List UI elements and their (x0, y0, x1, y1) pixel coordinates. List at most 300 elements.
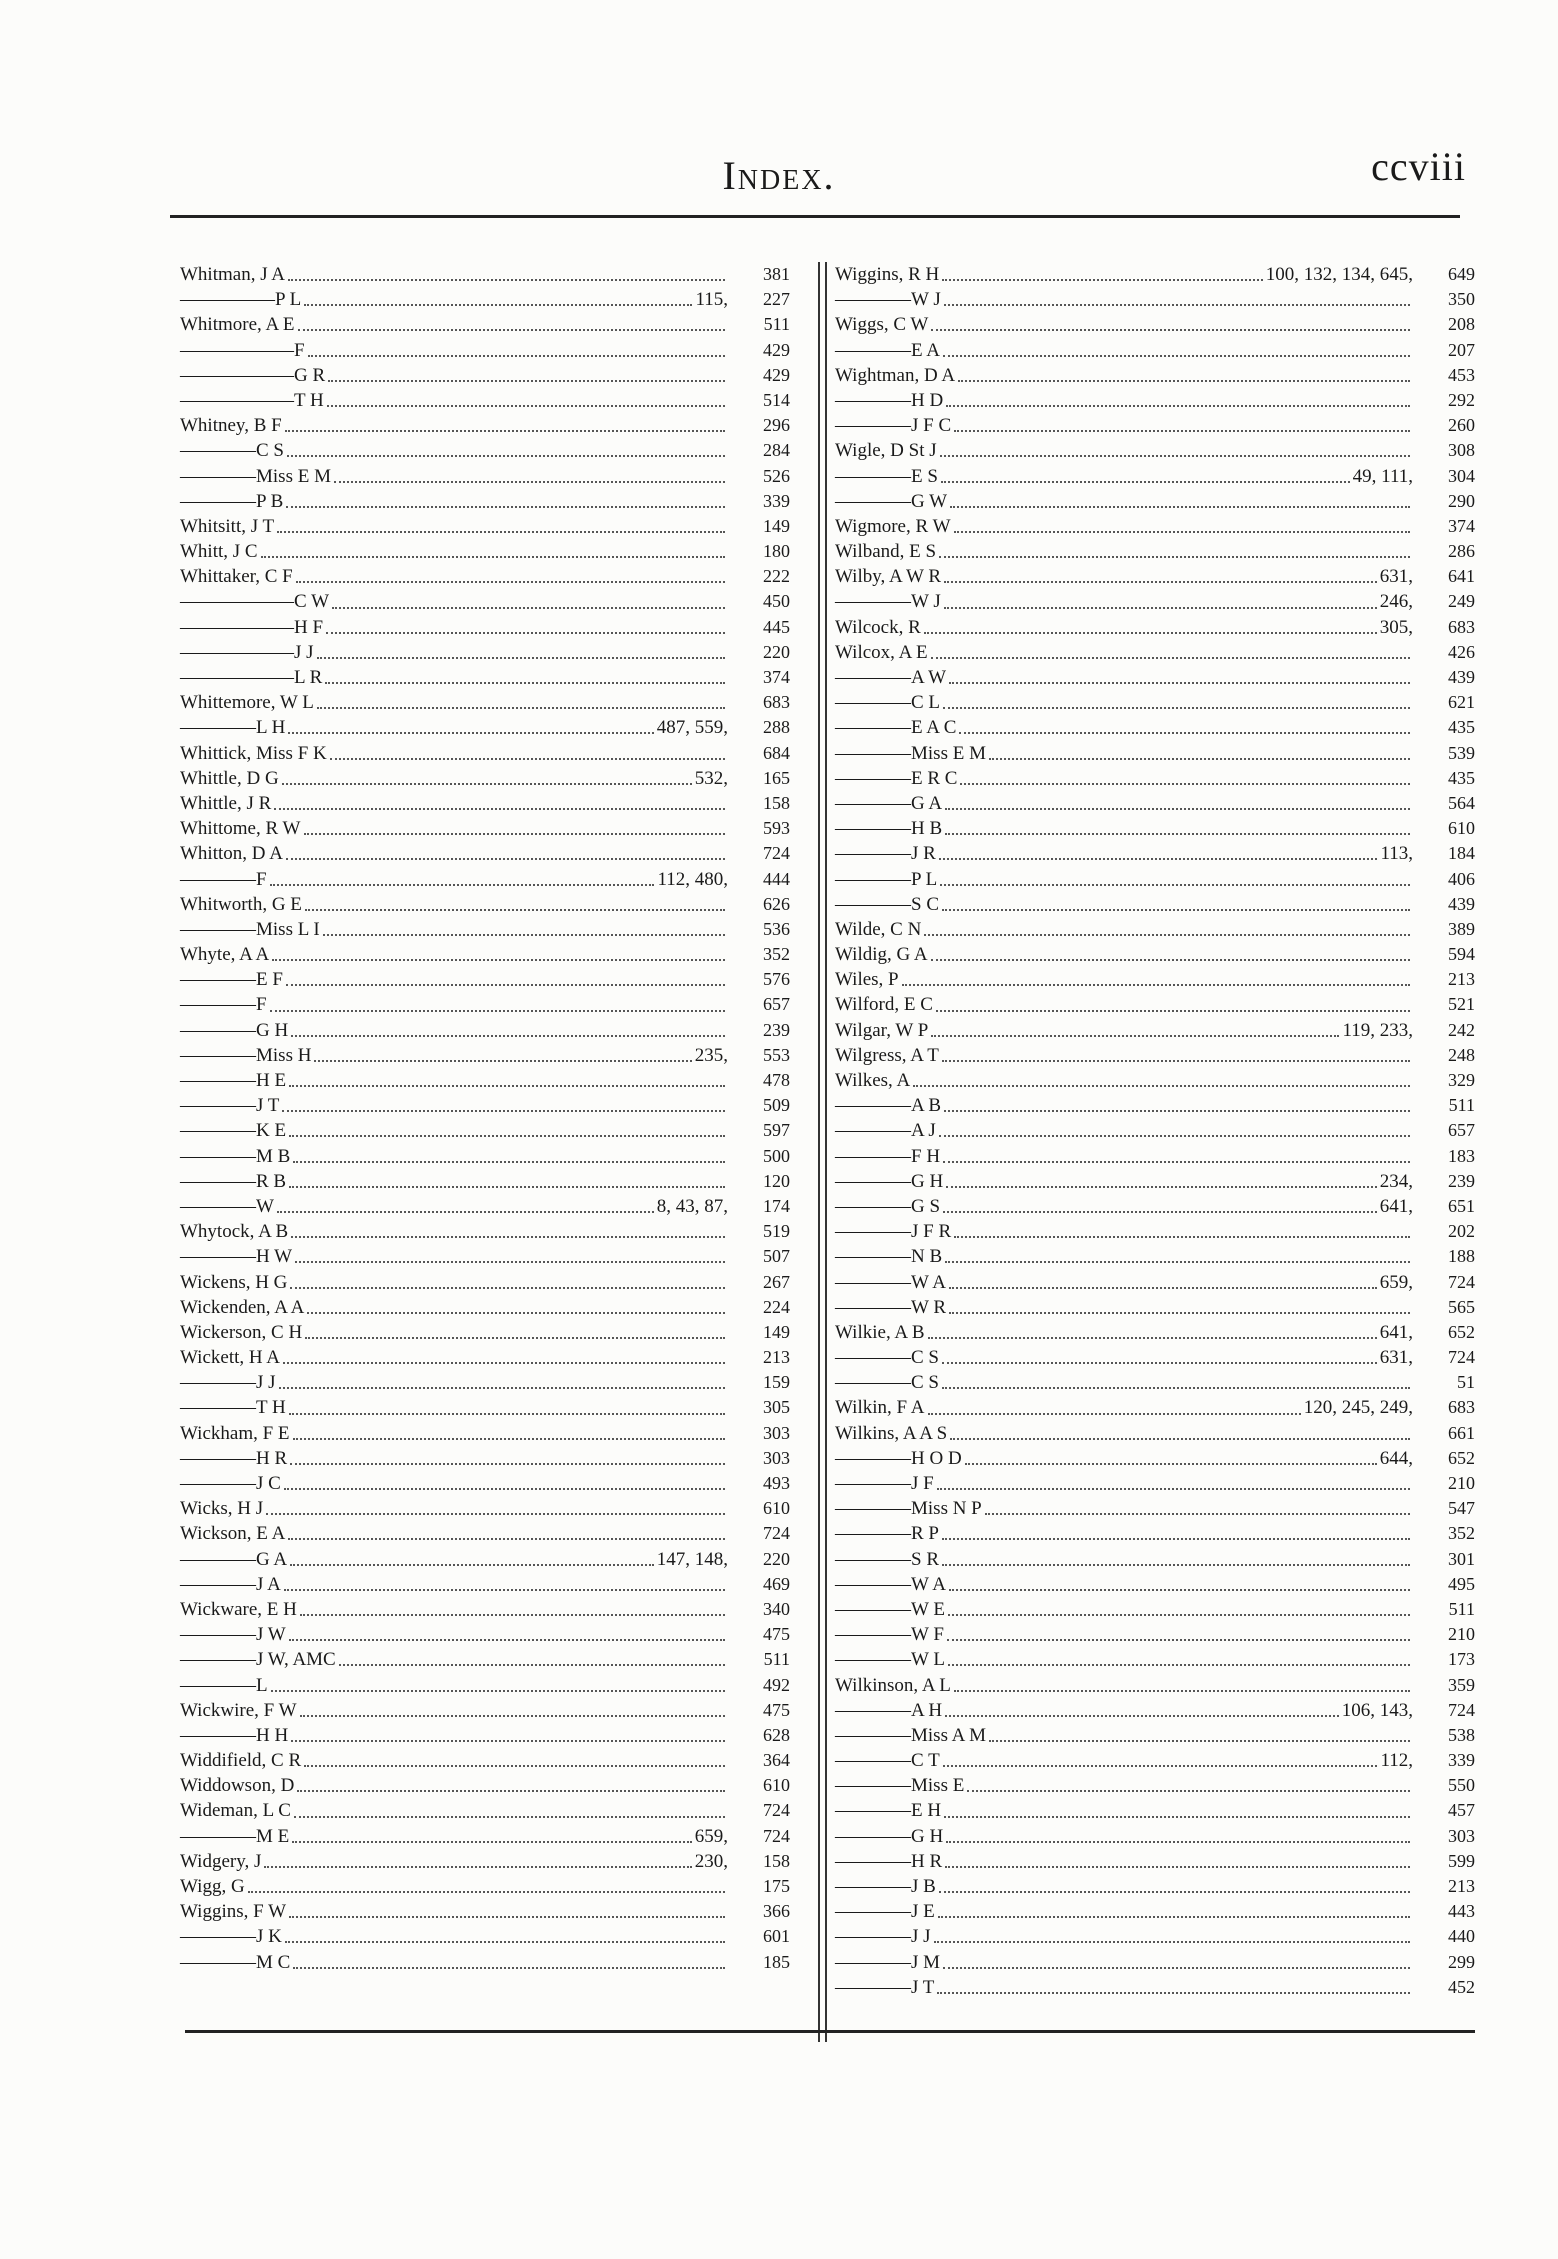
index-entry (835, 1622, 1475, 1647)
entry-name: ————E A C (835, 717, 957, 739)
index-entry (180, 1899, 790, 1924)
entry-name: ————G H (835, 1825, 944, 1847)
entry-page: 213 (1448, 1876, 1475, 1896)
dot-leader (328, 379, 725, 382)
entry-name: Widgery, J (180, 1850, 262, 1872)
index-entry (180, 741, 790, 766)
entry-name: Wilkie, A B (835, 1321, 925, 1343)
index-entry (835, 1924, 1475, 1949)
dot-leader (939, 1134, 1410, 1137)
entry-name: ————G A (835, 792, 943, 814)
entry-name: ————H W (180, 1246, 293, 1268)
index-entry (180, 917, 790, 942)
index-entry (180, 1118, 790, 1143)
entry-page: 514 (763, 389, 790, 410)
dot-leader (945, 1260, 1410, 1263)
index-entry (835, 1798, 1475, 1823)
dot-leader (317, 706, 725, 709)
entry-name: ————G H (835, 1170, 944, 1192)
entry-page: 158 (763, 792, 790, 813)
dot-leader (285, 1940, 725, 1943)
entry-name: Wickerson, C H (180, 1321, 303, 1343)
index-entry (835, 1169, 1475, 1194)
entry-page: 149 (763, 1321, 790, 1342)
dot-leader (287, 454, 725, 457)
dot-leader (943, 706, 1410, 709)
dot-leader (277, 530, 725, 533)
dot-leader (288, 278, 725, 281)
entry-page: 426 (1448, 641, 1475, 662)
entry-page: 304 (1448, 465, 1475, 486)
entry-name: ————A H (835, 1699, 943, 1721)
dot-leader (946, 404, 1410, 407)
entry-name: ————G H (180, 1019, 289, 1041)
dot-leader (323, 933, 725, 936)
dot-leader (314, 1059, 691, 1062)
index-entry (835, 312, 1475, 337)
dot-leader (296, 580, 725, 583)
entry-page: 536 (763, 918, 790, 939)
entry-page: 439 (1448, 667, 1475, 687)
dot-leader (954, 1235, 1410, 1238)
entry-pages: 230, (694, 1850, 728, 1872)
entry-pages: 659, (1379, 1271, 1413, 1293)
entry-page: 202 (1448, 1221, 1475, 1242)
dot-leader (902, 983, 1410, 986)
entry-page: 188 (1448, 1246, 1475, 1267)
entry-name: ——————C W (180, 591, 330, 613)
entry-page: 381 (763, 264, 790, 284)
entry-name: Wightman, D A (835, 364, 956, 386)
entry-name: ————G W (835, 490, 948, 512)
index-entry (180, 942, 790, 967)
dot-leader (948, 1613, 1410, 1616)
entry-page: 445 (763, 616, 790, 637)
entry-page: 724 (763, 1800, 790, 1821)
entry-page: 429 (763, 364, 790, 385)
index-entry (180, 1093, 790, 1118)
dot-leader (942, 1563, 1410, 1566)
index-entry (835, 1471, 1475, 1496)
dot-leader (334, 480, 725, 483)
entry-page: 288 (763, 717, 790, 738)
dot-leader (286, 505, 725, 508)
entry-page: 550 (1448, 1775, 1475, 1796)
entry-page: 492 (763, 1674, 790, 1695)
entry-name: ————J M (835, 1951, 941, 1973)
index-entry (180, 1345, 790, 1370)
dot-leader (945, 1714, 1339, 1717)
dot-leader (290, 1286, 725, 1289)
entry-page: 475 (763, 1624, 790, 1645)
index-entry (835, 1421, 1475, 1446)
entry-page: 303 (1448, 1825, 1475, 1846)
index-entry (835, 1874, 1475, 1899)
dot-leader (940, 883, 1410, 886)
entry-page: 507 (763, 1246, 790, 1267)
index-entry (180, 1950, 790, 1975)
entry-pages: 100, 132, 134, 645, (1265, 264, 1413, 285)
dot-leader (285, 429, 725, 432)
dot-leader (300, 1613, 725, 1616)
entry-pages: 112, 480, (657, 868, 728, 890)
entry-pages: 234, (1379, 1170, 1413, 1192)
page-title: Index. (722, 153, 836, 198)
entry-pages: 641, (1379, 1195, 1413, 1217)
dot-leader (941, 480, 1350, 483)
index-entry (180, 1572, 790, 1597)
dot-leader (300, 1714, 725, 1717)
dot-leader (304, 832, 726, 835)
index-entry (180, 1320, 790, 1345)
entry-name: Wildig, G A (835, 944, 928, 966)
dot-leader (289, 1915, 725, 1918)
column-divider (818, 262, 827, 2042)
dot-leader (264, 1865, 691, 1868)
index-entry (180, 338, 790, 363)
index-entry (835, 841, 1475, 866)
entry-name: ————E R C (835, 767, 958, 789)
entry-name: ————W E (835, 1598, 945, 1620)
entry-name: Wickware, E H (180, 1598, 297, 1620)
entry-page: 389 (1448, 918, 1475, 939)
dot-leader (943, 1966, 1410, 1969)
index-entry (180, 715, 790, 740)
entry-page: 440 (1448, 1926, 1475, 1947)
entry-name: ————M C (180, 1951, 291, 1973)
entry-name: Whitney, B F (180, 415, 282, 437)
entry-page: 429 (763, 339, 790, 360)
index-entry (180, 1496, 790, 1521)
entry-page: 657 (763, 994, 790, 1015)
index-entry (835, 766, 1475, 791)
entry-name: ——————J J (180, 641, 314, 663)
dot-leader (289, 1084, 725, 1087)
entry-page: 495 (1448, 1573, 1475, 1594)
entry-name: ————A J (835, 1120, 936, 1142)
index-entry (835, 1043, 1475, 1068)
index-entry (180, 1018, 790, 1043)
dot-leader (945, 832, 1410, 835)
index-entry (180, 1773, 790, 1798)
entry-name: ————M E (180, 1825, 290, 1847)
dot-leader (939, 555, 1410, 558)
index-entry (835, 1395, 1475, 1420)
dot-leader (339, 1663, 725, 1666)
entry-name: Whyte, A A (180, 944, 270, 966)
dot-leader (967, 1789, 1410, 1792)
dot-leader (944, 580, 1377, 583)
entry-name: —————P L (180, 289, 302, 311)
index-entry (180, 262, 790, 287)
index-entry (180, 1924, 790, 1949)
dot-leader (944, 1815, 1410, 1818)
entry-name: ————Miss E M (835, 742, 986, 764)
entry-page: 435 (1448, 717, 1475, 738)
index-entry (835, 1068, 1475, 1093)
dot-leader (293, 1437, 725, 1440)
entry-page: 511 (763, 1649, 790, 1670)
entry-name: ————J J (180, 1372, 276, 1394)
entry-page: 210 (1448, 1473, 1475, 1493)
top-rule (170, 215, 1460, 218)
dot-leader (985, 1512, 1410, 1515)
entry-page: 661 (1448, 1422, 1475, 1443)
dot-leader (924, 631, 1377, 634)
dot-leader (945, 807, 1410, 810)
dot-leader (279, 1386, 725, 1389)
dot-leader (989, 757, 1410, 760)
entry-name: ————J R (835, 843, 936, 865)
index-entry (180, 816, 790, 841)
index-entry (180, 1219, 790, 1244)
index-entry (835, 1194, 1475, 1219)
entry-page: 724 (763, 843, 790, 864)
dot-leader (949, 681, 1410, 684)
index-entry (835, 413, 1475, 438)
entry-name: ——————L R (180, 667, 323, 688)
dot-leader (949, 1588, 1410, 1591)
index-entry (180, 992, 790, 1017)
index-entry (180, 791, 790, 816)
entry-name: ——————F (180, 339, 305, 361)
index-entry (835, 1647, 1475, 1672)
index-entry (180, 1295, 790, 1320)
entry-page: 220 (763, 641, 790, 662)
entry-name: ————E F (180, 969, 283, 991)
index-entry (180, 690, 790, 715)
entry-name: ————P L (835, 868, 938, 890)
dot-leader (304, 303, 692, 306)
entry-page: 352 (763, 944, 790, 965)
index-entry (835, 615, 1475, 640)
index-entry (835, 287, 1475, 312)
index-entry (180, 1622, 790, 1647)
entry-page: 227 (763, 289, 790, 310)
entry-name: ————R P (835, 1523, 939, 1545)
dot-leader (270, 883, 655, 886)
entry-name: ————E A (835, 339, 941, 361)
entry-name: ————A B (835, 1095, 942, 1117)
index-entry (835, 1521, 1475, 1546)
dot-leader (942, 1537, 1410, 1540)
entry-pages: 115, (695, 289, 728, 311)
entry-name: ————H D (835, 389, 944, 411)
entry-name: Whitmore, A E (180, 314, 295, 336)
dot-leader (936, 1009, 1410, 1012)
index-entry (835, 1950, 1475, 1975)
dot-leader (939, 1890, 1410, 1893)
entry-page: 290 (1448, 490, 1475, 511)
dot-leader (291, 1034, 725, 1037)
entry-name: ————F H (835, 1145, 941, 1167)
entry-pages: 631, (1379, 566, 1413, 588)
index-entry (835, 942, 1475, 967)
entry-name: Wilkinson, A L (835, 1674, 951, 1696)
index-entry (835, 1093, 1475, 1118)
index-entry (835, 1496, 1475, 1521)
entry-name: Wigle, D St J (835, 440, 937, 462)
index-entry (180, 1194, 790, 1219)
entry-name: ————W F (835, 1624, 944, 1646)
entry-name: ————W (180, 1195, 274, 1217)
dot-leader (291, 1739, 725, 1742)
dot-leader (928, 1336, 1377, 1339)
dot-leader (944, 303, 1410, 306)
entry-pages: 641, (1379, 1321, 1413, 1343)
entry-name: Wickenden, A A (180, 1296, 305, 1318)
index-entry (835, 816, 1475, 841)
entry-pages: 112, (1380, 1750, 1413, 1772)
index-entry (835, 1144, 1475, 1169)
entry-page: 406 (1448, 868, 1475, 889)
entry-name: ————A W (835, 667, 947, 688)
entry-name: Wigmore, R W (835, 515, 951, 537)
index-entry (180, 1169, 790, 1194)
entry-pages: 659, (694, 1825, 728, 1847)
index-entry (835, 1118, 1475, 1143)
dot-leader (931, 958, 1410, 961)
index-entry (835, 1773, 1475, 1798)
index-entry (180, 287, 790, 312)
entry-page: 183 (1448, 1145, 1475, 1166)
entry-name: ————K E (180, 1120, 287, 1142)
dot-leader (937, 1991, 1410, 1994)
dot-leader (293, 1160, 725, 1163)
dot-leader (949, 1286, 1377, 1289)
entry-page: 224 (763, 1296, 790, 1317)
entry-page: 626 (763, 893, 790, 914)
entry-name: ————W L (835, 1649, 945, 1671)
entry-page: 475 (763, 1699, 790, 1720)
index-entry (835, 1748, 1475, 1773)
index-entry (835, 1219, 1475, 1244)
dot-leader (954, 429, 1410, 432)
index-entry (835, 1899, 1475, 1924)
entry-name: ————C T (835, 1750, 940, 1772)
entry-name: ————J C (180, 1473, 281, 1494)
entry-name: Wiggins, F W (180, 1901, 287, 1923)
entry-page: 599 (1448, 1850, 1475, 1871)
index-entry (180, 1673, 790, 1698)
index-entry (180, 438, 790, 463)
dot-leader (949, 1311, 1410, 1314)
entry-name: ————J W (180, 1624, 286, 1646)
entry-page: 610 (763, 1498, 790, 1519)
index-entry (835, 967, 1475, 992)
entry-page: 340 (763, 1598, 790, 1619)
dot-leader (261, 555, 725, 558)
entry-page: 511 (1448, 1095, 1475, 1116)
dot-leader (330, 757, 725, 760)
index-entry (180, 967, 790, 992)
entry-page: 165 (763, 767, 790, 788)
dot-leader (293, 1966, 725, 1969)
entry-name: ————W A (835, 1573, 947, 1595)
entry-name: Wilcock, R (835, 616, 921, 638)
entry-page: 724 (1448, 1699, 1475, 1720)
dot-leader (954, 1689, 1410, 1692)
entry-name: Wiggs, C W (835, 314, 929, 336)
entry-page: 450 (763, 591, 790, 612)
dot-leader (282, 1109, 725, 1112)
entry-page: 207 (1448, 339, 1475, 360)
index-entry (835, 514, 1475, 539)
index-entry (835, 363, 1475, 388)
index-entry (180, 489, 790, 514)
index-entry (180, 1446, 790, 1471)
index-entry (180, 1068, 790, 1093)
entry-page: 286 (1448, 541, 1475, 562)
index-entry (180, 312, 790, 337)
dot-leader (931, 328, 1410, 331)
entry-name: ————J W, AMC (180, 1649, 336, 1671)
entry-page: 683 (1448, 616, 1475, 637)
entry-name: ————J E (835, 1901, 935, 1923)
index-entry (180, 1748, 790, 1773)
entry-page: 260 (1448, 415, 1475, 436)
entry-name: Whittome, R W (180, 818, 301, 840)
entry-pages: 631, (1379, 1347, 1413, 1369)
entry-page: 610 (763, 1775, 790, 1796)
entry-page: 303 (763, 1447, 790, 1468)
entry-name: ————Miss H (180, 1044, 312, 1066)
index-entry (835, 262, 1475, 287)
index-entry (835, 1572, 1475, 1597)
index-entry (835, 1446, 1475, 1471)
dot-leader (298, 328, 725, 331)
entry-page: 724 (1448, 1271, 1475, 1292)
entry-page: 478 (763, 1070, 790, 1090)
index-entry (180, 1849, 790, 1874)
entry-page: 724 (763, 1523, 790, 1544)
index-entry (835, 741, 1475, 766)
index-entry (835, 489, 1475, 514)
entry-name: ————L H (180, 717, 286, 739)
dot-leader (308, 354, 725, 357)
index-entry (180, 892, 790, 917)
entry-page: 469 (763, 1573, 790, 1594)
entry-pages: 120, 245, 249, (1303, 1397, 1413, 1419)
entry-page: 303 (763, 1422, 790, 1443)
dot-leader (946, 1185, 1377, 1188)
dot-leader (332, 606, 725, 609)
dot-leader (282, 782, 692, 785)
dot-leader (959, 731, 1410, 734)
index-entry (180, 1395, 790, 1420)
entry-name: ————M B (180, 1145, 291, 1167)
dot-leader (289, 1134, 725, 1137)
entry-page: 158 (763, 1850, 790, 1871)
entry-page: 308 (1448, 440, 1475, 461)
entry-name: ————W J (835, 591, 941, 613)
dot-leader (942, 1059, 1410, 1062)
entry-name: ————L (180, 1674, 268, 1696)
entry-name: ————W J (835, 289, 941, 311)
dot-leader (942, 1361, 1377, 1364)
index-entry (835, 917, 1475, 942)
entry-name: ————J T (835, 1976, 935, 1998)
index-entry (180, 1647, 790, 1672)
dot-leader (937, 1487, 1410, 1490)
entry-page: 452 (1448, 1976, 1475, 1997)
dot-leader (942, 278, 1262, 281)
entry-page: 51 (1457, 1372, 1475, 1393)
entry-name: ——————G R (180, 364, 326, 386)
index-entry (180, 1144, 790, 1169)
dot-leader (946, 1840, 1410, 1843)
index-entry (835, 791, 1475, 816)
